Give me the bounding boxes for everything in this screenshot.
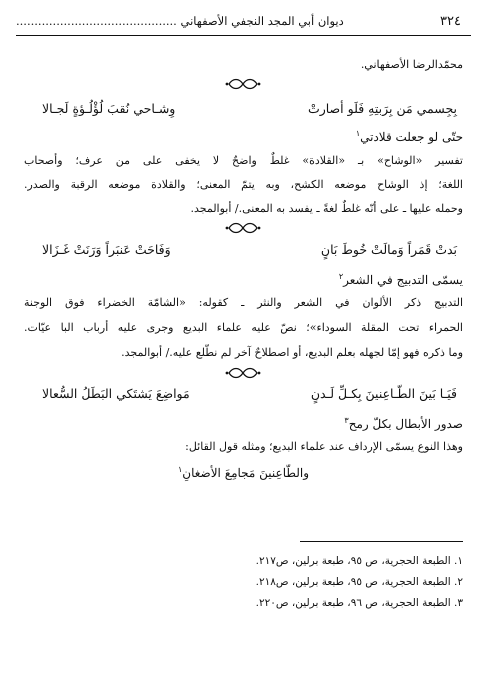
ornament-icon: [223, 222, 263, 234]
footnote-marker: ٢: [338, 272, 344, 281]
paragraph-line: وهذا النوع يسمّى الإرداف عند علماء البديع؛ ومثله قول القائل:: [185, 440, 463, 453]
ornament-icon: [223, 78, 263, 90]
paragraph-line: وما ذكره فهو إمّا لجهله بعلم البديع، أو اصطلاحٌ آخر لم نطّلع عليه./ أبوالمجد.: [121, 346, 463, 359]
paragraph-line: اللغة؛ إذ الوشاح موضعه الكشح، وبه يتمّ المعنى؛ والقلادة موضعه الرقبة والصدر.: [24, 178, 463, 191]
footnote: ٣. الطبعة الحجرية، ص ٩٦، طبعة برلين، ص٢٢٠.: [255, 597, 463, 609]
footnote-marker: ١: [177, 465, 183, 474]
verse-hemistich: وِشـاحي نُقبَ لُؤْلُـؤةٍ لَجـالا: [42, 101, 176, 116]
footnote-rule: [300, 541, 463, 542]
footnote: ٢. الطبعة الحجرية، ص ٩٥، طبعة برلين، ص٢١٨.: [255, 576, 463, 588]
verse-continuation: يسمّى التدبيج في الشعر$^٢$: [338, 272, 463, 287]
verse-hemistich: مَواضِعَ يَشتَكي البَطَلُ السُّعالا: [42, 386, 190, 401]
running-title: ديوان أبي المجد النجفي الأصفهاني ............................................: [16, 14, 344, 28]
footnote-marker: ٣: [344, 416, 349, 425]
paragraph-line: الحمراء تحت المقلة السوداء»؛ نصّ عليه علماء البديع وجرى عليه أرباب البا عيّات.: [24, 321, 463, 334]
verse-hemistich: بِجِسمي مَن بِرَبتِهِ فَلَو أصارتْ: [307, 101, 457, 116]
paragraph-line: التدبيج ذكر الألوان في الشعر والنثر ـ كقوله: «الشامّة الخضراء فوق الوجنة: [24, 296, 463, 309]
quoted-verse: والطّاعِنينَ مَجامِعَ الأضغانِ$^١$: [177, 465, 309, 480]
page-number: ٣٢٤: [440, 14, 461, 29]
verse-continuation: صدور الأبطال بكلّ رمح$^٣$: [344, 416, 463, 431]
verse-hemistich: فَيَـا بَينَ الطّـاعِنينَ بِكـلِّ لَـدنٍ: [310, 386, 457, 401]
ornament-icon: [223, 367, 263, 379]
footnote-marker: ١: [355, 129, 361, 138]
verse-hemistich: بَدتْ قَمَراً وَمالَتْ خُوطَ بَانٍ: [320, 242, 457, 257]
verse-hemistich: وَفَاحَتْ عَنبَراً وَرَنَتْ غَـزَالا: [42, 242, 171, 257]
verse-continuation: حتّى لو جعلت قلادتي$^١$: [355, 129, 463, 144]
header-rule: [16, 35, 471, 36]
paragraph-line: وحمله عليها ـ على أنّه غلطٌ لغةً ـ يفسد به المعنى./ أبوالمجد.: [190, 202, 463, 215]
footnote: ١. الطبعة الحجرية، ص ٩٥، طبعة برلين، ص٢١٧.: [255, 555, 463, 567]
paragraph-line: تفسير «الوشاح» بـ «القلادة» غلطٌ واضحٌ لا يخفى على من عرف؛ وأصحاب: [24, 154, 463, 167]
body-line: محمّدالرضا الأصفهاني.: [360, 58, 463, 71]
